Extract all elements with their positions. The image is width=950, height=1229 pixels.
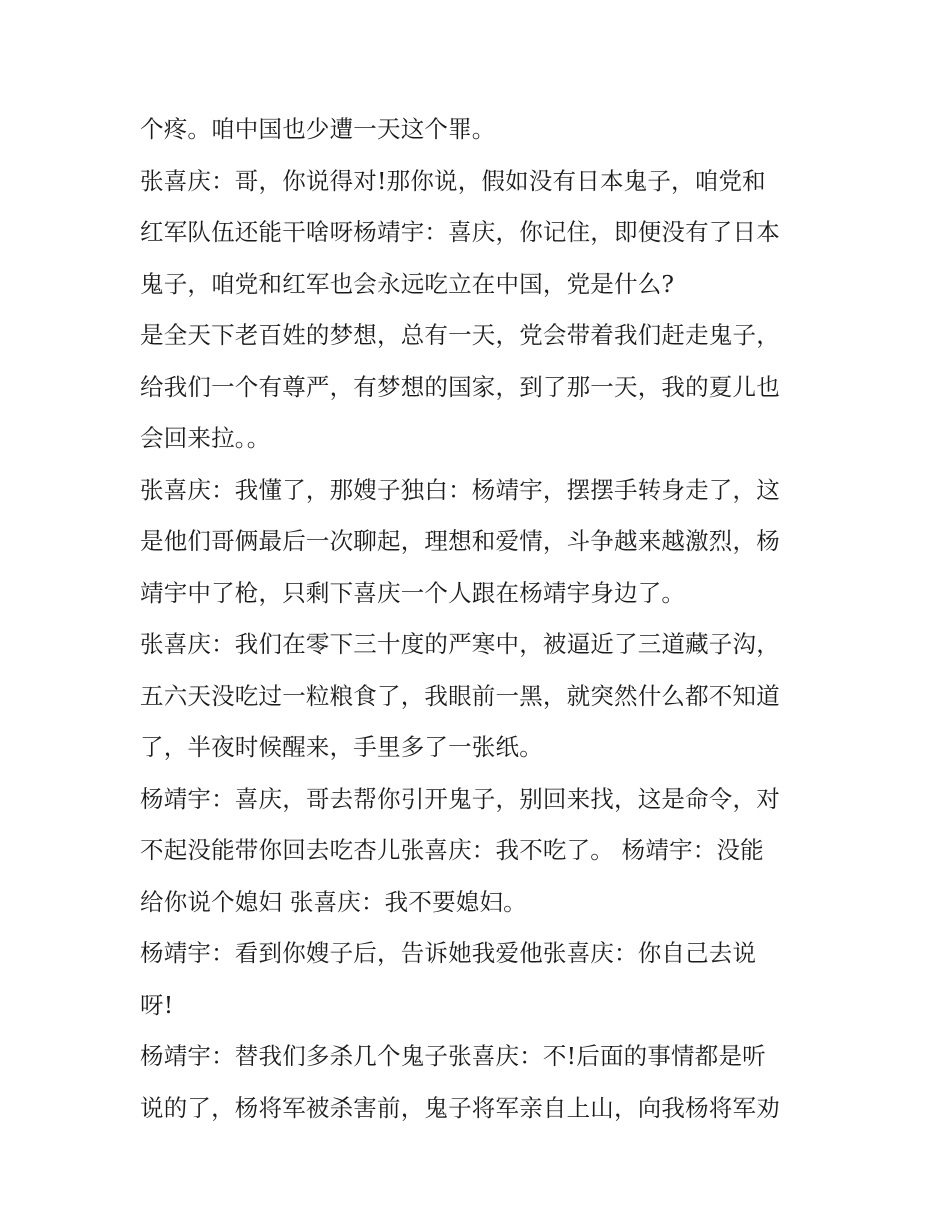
text-line: 给你说个媳妇 张喜庆：我不要媳妇。 bbox=[140, 887, 527, 916]
text-line: 张喜庆：我们在零下三十度的严寒中，被逼近了三道藏子沟， bbox=[140, 630, 780, 658]
text-line: 呀! bbox=[140, 990, 174, 1019]
text-line: 红军队伍还能干啥呀杨靖宇：喜庆，你记住，即便没有了日本 bbox=[140, 218, 780, 246]
document-body bbox=[140, 104, 820, 1134]
text-line: 了，半夜时候醒来，手里多了一张纸。 bbox=[140, 733, 543, 761]
text-line: 会回来拉。。 bbox=[140, 424, 271, 452]
text-line: 说的了，杨将军被杀害前，鬼子将军亲自上山，向我杨将军劝 bbox=[140, 1093, 780, 1122]
text-line: 不起没能带你回去吃杏儿张喜庆：我不吃了。 杨靖宇：没能 bbox=[140, 836, 764, 864]
text-line: 是他们哥俩最后一次聊起，理想和爱情，斗争越来越激烈，杨 bbox=[140, 527, 780, 555]
text-line: 杨靖宇：喜庆，哥去帮你引开鬼子，别回来找，这是命令，对 bbox=[140, 784, 780, 813]
text-line: 给我们一个有尊严，有梦想的国家，到了那一天，我的夏儿也 bbox=[140, 372, 780, 401]
text-line: 杨靖宇：替我们多杀几个鬼子张喜庆：不!后面的事情都是听 bbox=[140, 1042, 766, 1070]
text-line: 杨靖宇：看到你嫂子后，告诉她我爱他张喜庆：你自己去说 bbox=[140, 939, 757, 967]
text-line: 个疼。咱中国也少遭一天这个罪。 bbox=[140, 115, 496, 143]
text-line: 张喜庆：哥，你说得对!那你说，假如没有日本鬼子，咱党和 bbox=[140, 166, 766, 195]
text-line: 是全天下老百姓的梦想，总有一天，党会带着我们赶走鬼子， bbox=[140, 321, 780, 349]
text-line: 五六天没吃过一粒粮食了，我眼前一黑，就突然什么都不知道 bbox=[140, 681, 780, 710]
text-line: 张喜庆：我懂了，那嫂子独白：杨靖宇，摆摆手转身走了，这 bbox=[140, 475, 780, 504]
text-line: 鬼子，咱党和红军也会永远吃立在中国，党是什么? bbox=[140, 269, 675, 298]
text-line: 靖宇中了枪，只剩下喜庆一个人跟在杨靖宇身边了。 bbox=[140, 578, 686, 607]
